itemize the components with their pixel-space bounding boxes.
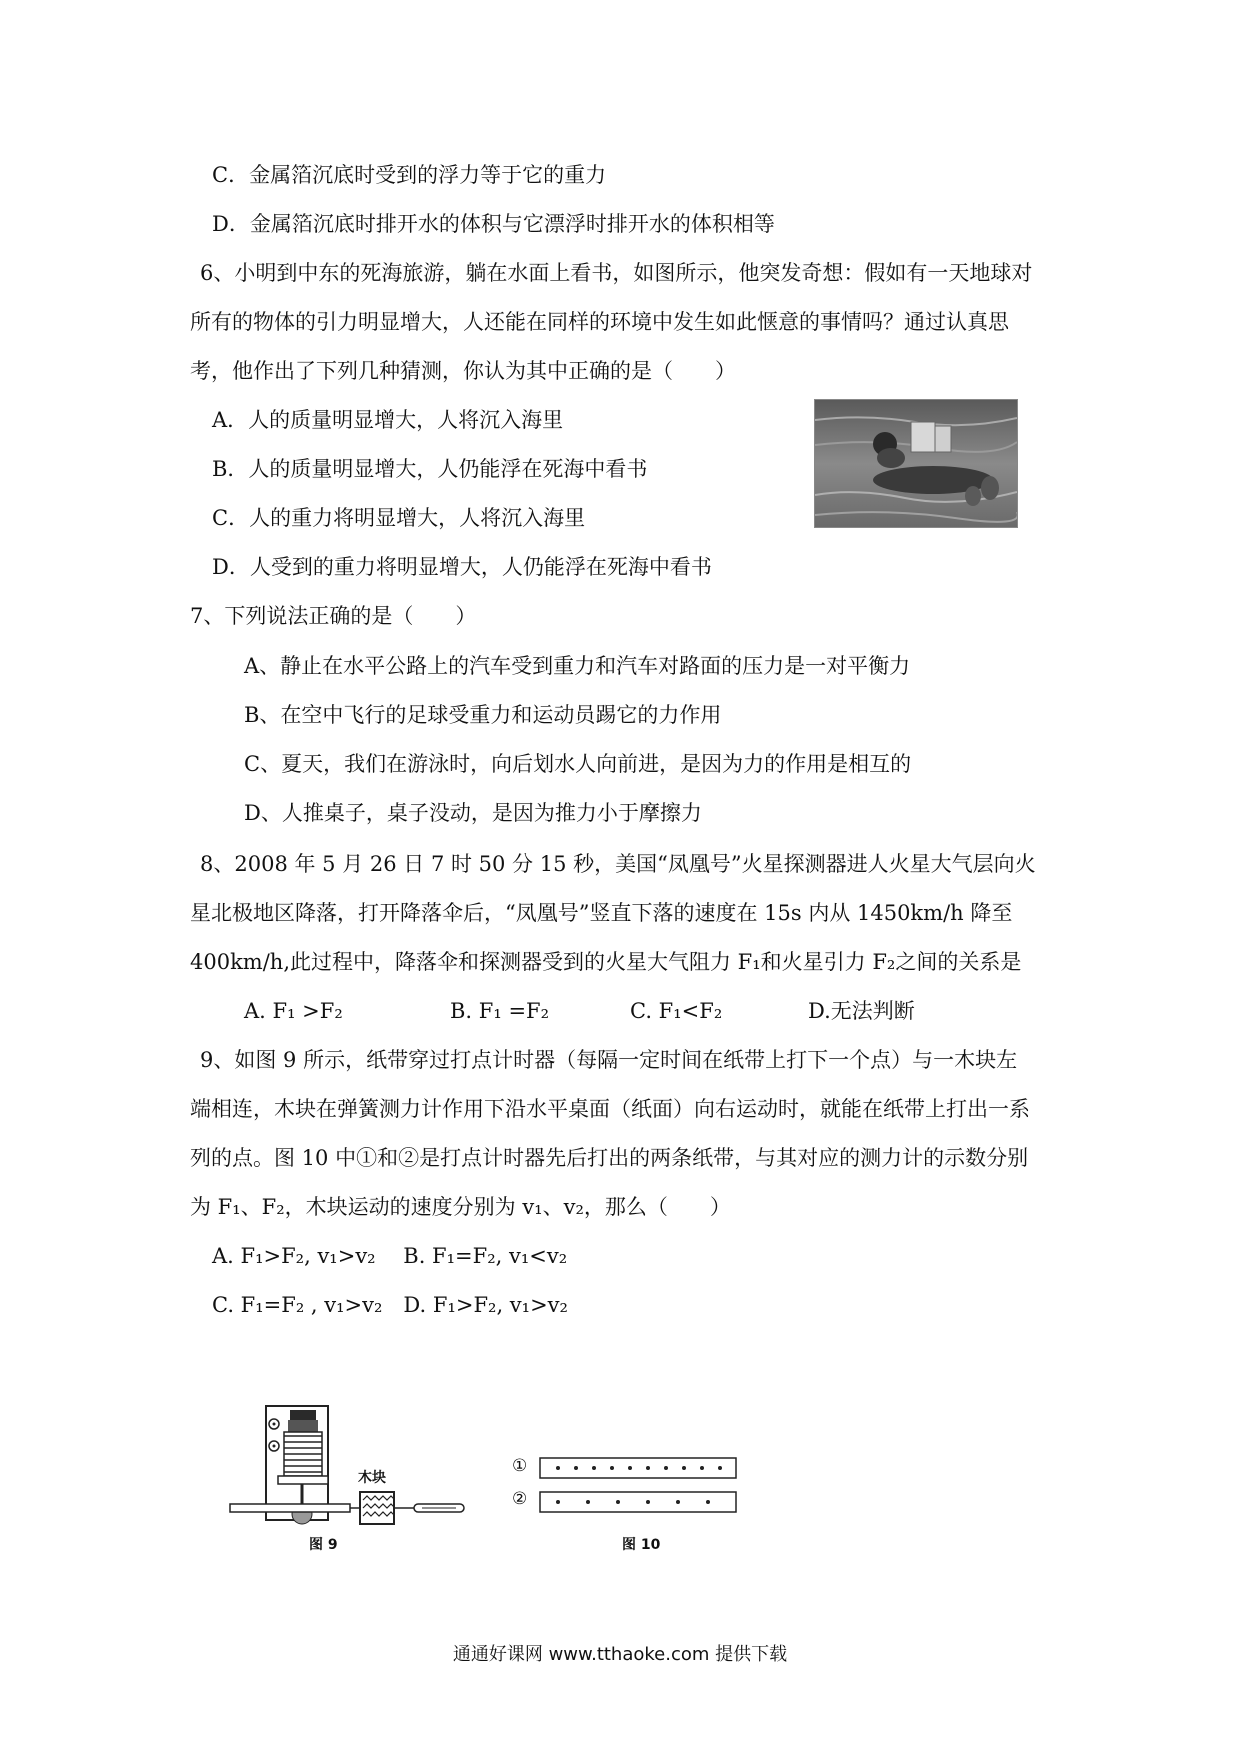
q7-stem: 7、下列说法正确的是（ ）	[190, 604, 477, 628]
q6-stem-line1: 6、小明到中东的死海旅游，躺在水面上看书，如图所示，他突发奇想：假如有一天地球对	[200, 261, 1033, 285]
q9-stem-line4: 为 F₁、F₂，木块运动的速度分别为 v₁、v₂，那么（ ）	[190, 1195, 731, 1219]
q9-stem-line1: 9、如图 9 所示，纸带穿过打点计时器（每隔一定时间在纸带上打下一个点）与一木块左	[200, 1048, 1018, 1072]
q6-option-a: A．人的质量明显增大，人将沉入海里	[212, 408, 564, 432]
q9-stem-line2: 端相连，木块在弹簧测力计作用下沿水平桌面（纸面）向右运动时，就能在纸带上打出一系	[190, 1097, 1030, 1121]
q7-option-a: A、静止在水平公路上的汽车受到重力和汽车对路面的压力是一对平衡力	[244, 654, 911, 678]
figure-9-diagram	[228, 1404, 478, 1554]
q9-options-ab: A. F₁>F₂, v₁>v₂ B. F₁=F₂, v₁<v₂	[212, 1244, 568, 1268]
q6-option-b: B．人的质量明显增大，人仍能浮在死海中看书	[212, 457, 648, 481]
q8-option-b: B. F₁ =F₂	[450, 999, 550, 1023]
figure-10-diagram	[538, 1456, 738, 1516]
q8-option-d: D.无法判断	[808, 999, 915, 1023]
dead-sea-photo	[814, 399, 1018, 528]
q5-option-d: D．金属箔沉底时排开水的体积与它漂浮时排开水的体积相等	[212, 212, 775, 236]
page-footer: 通通好课网 www.tthaoke.com 提供下载	[452, 1644, 788, 1665]
q6-stem-line2: 所有的物体的引力明显增大，人还能在同样的环境中发生如此惬意的事情吗？通过认真思	[190, 310, 1009, 334]
figure-9-block-label: 木块	[358, 1470, 386, 1486]
figure-10-tape1-label: ①	[512, 1456, 528, 1476]
q9-stem-line3: 列的点。图 10 中①和②是打点计时器先后打出的两条纸带，与其对应的测力计的示数分别	[190, 1146, 1029, 1170]
figure-9-caption: 图 9	[309, 1537, 338, 1553]
q8-option-a: A. F₁ >F₂	[244, 999, 343, 1023]
q8-stem-line2: 星北极地区降落，打开降落伞后，“凤凰号”竖直下落的速度在 15s 内从 1450km/h 降至	[190, 901, 1013, 925]
figure-10-tape2-label: ②	[512, 1489, 528, 1509]
q6-option-d: D．人受到的重力将明显增大，人仍能浮在死海中看书	[212, 555, 712, 579]
q8-option-c: C. F₁<F₂	[630, 999, 723, 1023]
q8-stem-line1: 8、2008 年 5 月 26 日 7 时 50 分 15 秒，美国“凤凰号”火星探测器进人火星大气层向火	[200, 852, 1036, 876]
q5-option-c: C．金属箔沉底时受到的浮力等于它的重力	[212, 163, 607, 187]
q6-stem-line3: 考，他作出了下列几种猜测，你认为其中正确的是（ ）	[190, 359, 736, 383]
q7-option-c: C、夏天，我们在游泳时，向后划水人向前进，是因为力的作用是相互的	[244, 752, 912, 776]
figure-10-caption: 图 10	[622, 1537, 661, 1553]
q9-options-cd: C. F₁=F₂ , v₁>v₂ D. F₁>F₂, v₁>v₂	[212, 1293, 568, 1317]
q6-option-c: C．人的重力将明显增大，人将沉入海里	[212, 506, 586, 530]
q7-option-b: B、在空中飞行的足球受重力和运动员踢它的力作用	[244, 703, 722, 727]
q8-stem-line3: 400km/h,此过程中，降落伞和探测器受到的火星大气阻力 F₁和火星引力 F₂之间的关系是	[190, 950, 1022, 974]
q7-option-d: D、人推桌子，桌子没动，是因为推力小于摩擦力	[244, 801, 702, 825]
